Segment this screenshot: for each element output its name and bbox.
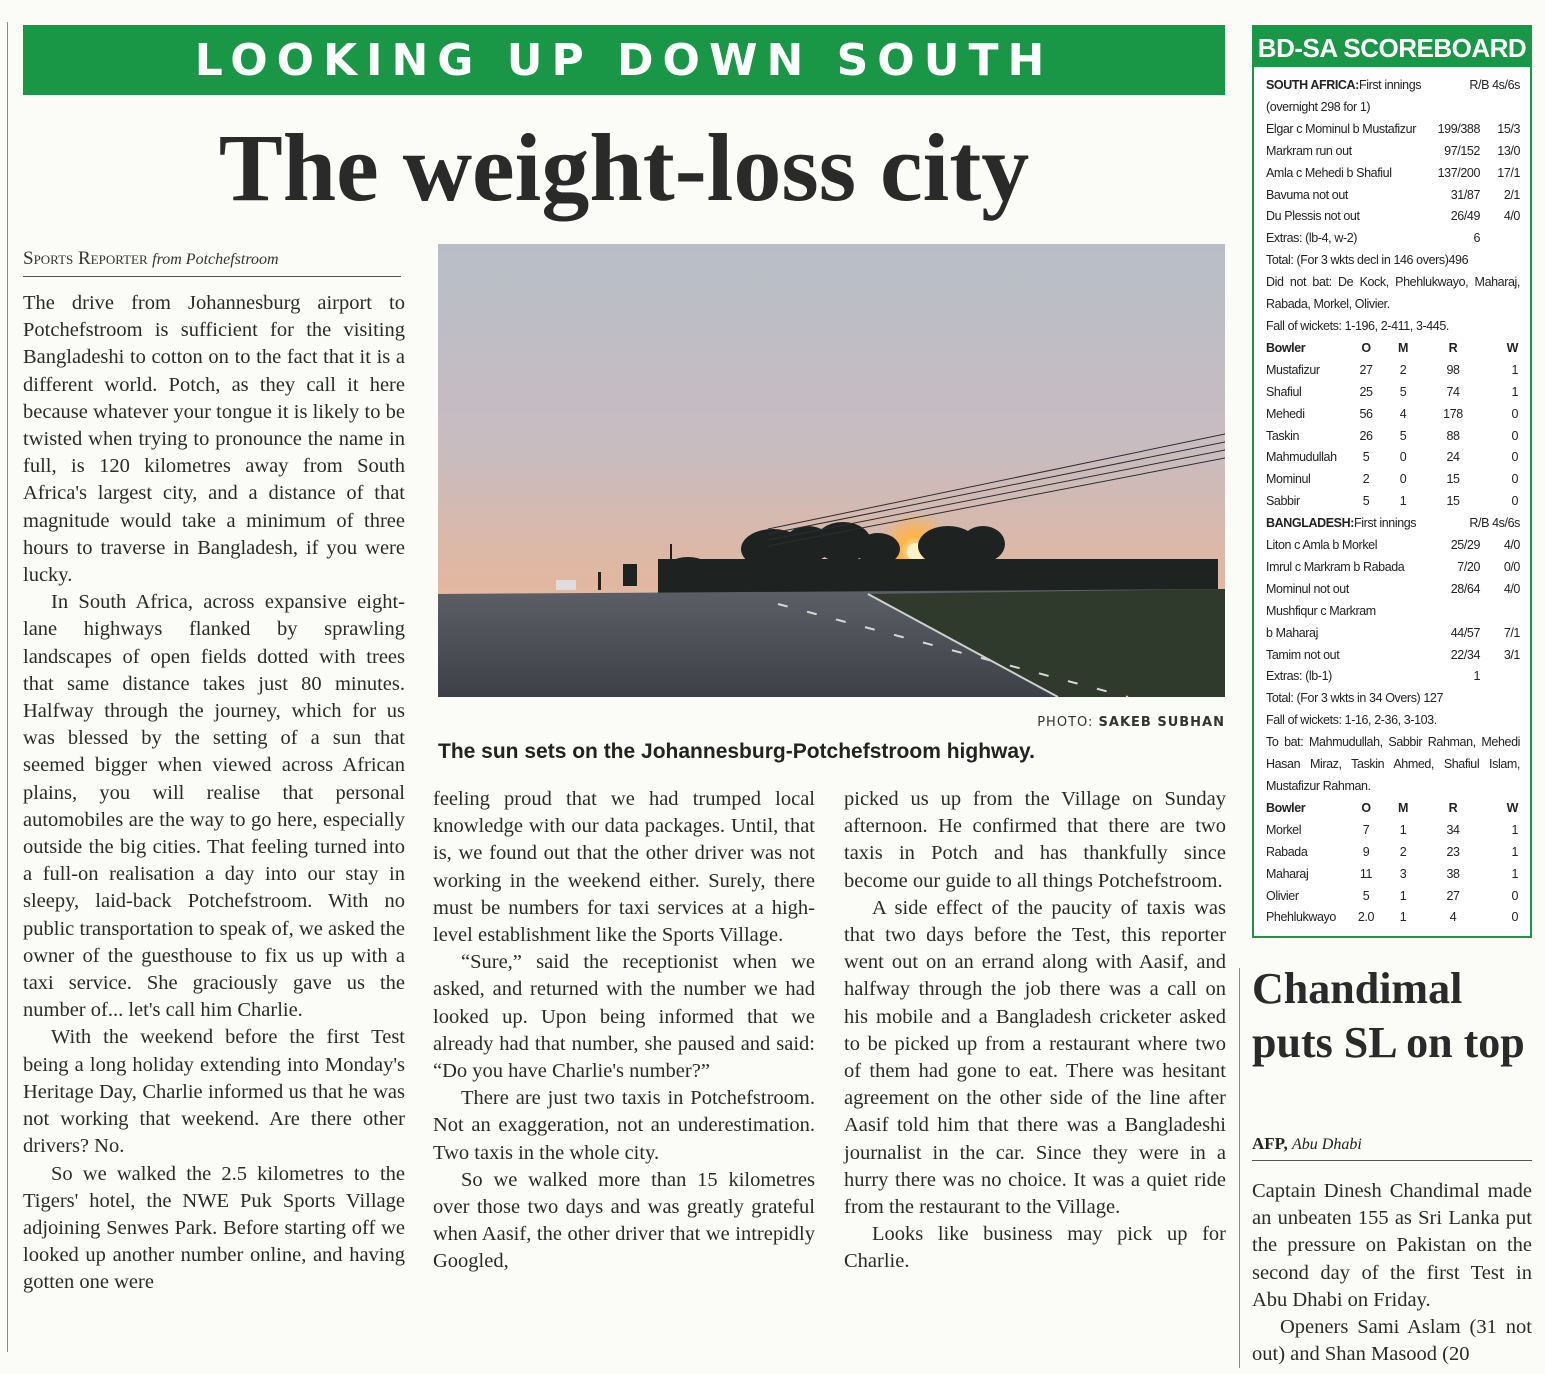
bd-total: Total: (For 3 wkts in 34 Overs) 127 bbox=[1266, 691, 1444, 706]
bd-bowling-list bbox=[1266, 360, 1520, 513]
wickets: 0 bbox=[1511, 472, 1518, 487]
runs: 88 bbox=[1446, 428, 1460, 443]
overs: 25 bbox=[1359, 384, 1373, 399]
batting-row bbox=[1266, 141, 1520, 163]
bd-innings-label: First innings bbox=[1353, 516, 1417, 531]
sa-innings-header bbox=[1266, 75, 1520, 97]
bd-to-bat: To bat: Mahmudullah, Sabbir Rahman, Mehedi Hasan Miraz, Taskin Ahmed, Shafiul Islam, Mustafizur Rahman. bbox=[1266, 735, 1520, 793]
batting-row bbox=[1266, 228, 1520, 250]
maidens: 1 bbox=[1399, 910, 1407, 925]
overs: 2.0 bbox=[1357, 910, 1375, 925]
bowler-name: Shafiul bbox=[1266, 384, 1302, 399]
runs: 34 bbox=[1446, 822, 1460, 837]
bowling-row bbox=[1266, 447, 1520, 469]
batter-name: Mominul not out bbox=[1266, 581, 1349, 596]
sa-fall-of-wickets: Fall of wickets: 1-196, 2-411, 3-445. bbox=[1266, 318, 1449, 333]
maidens: 1 bbox=[1399, 494, 1407, 509]
bowling-row bbox=[1266, 404, 1520, 426]
overs: 9 bbox=[1362, 844, 1370, 859]
runs: 38 bbox=[1446, 866, 1460, 881]
byline-reporter: Sports Reporter bbox=[23, 248, 148, 269]
scoreboard-title: BD-SA SCOREBOARD bbox=[1254, 27, 1530, 67]
sa-total: Total: (For 3 wkts decl in 146 overs)496 bbox=[1266, 253, 1469, 268]
bd-batting-list bbox=[1266, 535, 1520, 688]
bowling-row bbox=[1266, 864, 1520, 886]
maidens: 1 bbox=[1399, 822, 1407, 837]
batting-row bbox=[1266, 557, 1520, 579]
runs: 98 bbox=[1446, 362, 1460, 377]
batter-name: Imrul c Markram b Rabada bbox=[1266, 559, 1405, 574]
bowler-name: Phehlukwayo bbox=[1266, 910, 1336, 925]
runs: 24 bbox=[1446, 450, 1460, 465]
wickets: 0 bbox=[1511, 494, 1518, 509]
sidebar-agency: AFP, bbox=[1252, 1134, 1288, 1153]
boundaries: 7/1 bbox=[1503, 625, 1520, 640]
scoreboard-box bbox=[1252, 25, 1532, 938]
wickets: 1 bbox=[1511, 844, 1518, 859]
bd-team-label: BANGLADESH: bbox=[1266, 516, 1354, 531]
boundaries bbox=[1492, 601, 1520, 623]
paragraph: So we walked more than 15 kilometres over those two days and was greatly grateful when Aasif, the other driver that we intrepidly Googled, bbox=[433, 1168, 815, 1273]
bowler-name: Rabada bbox=[1266, 844, 1308, 859]
runs: 178 bbox=[1443, 406, 1463, 421]
maidens: 3 bbox=[1399, 866, 1407, 881]
sa-overnight: (overnight 298 for 1) bbox=[1266, 99, 1371, 114]
sidebar-body bbox=[1252, 1178, 1532, 1368]
bd-innings-header bbox=[1266, 513, 1520, 535]
paragraph: picked us up from the Village on Sunday afternoon. He confirmed that there are two taxis in Potch and has thankfully since become our guide to all things Potchefstroom. bbox=[844, 788, 1226, 892]
boundaries bbox=[1492, 228, 1520, 250]
wickets: 1 bbox=[1511, 866, 1518, 881]
sidebar-rule bbox=[1239, 968, 1240, 1368]
runs-balls: 7/20 bbox=[1457, 559, 1480, 574]
boundaries: 2/1 bbox=[1503, 187, 1520, 202]
maidens: 5 bbox=[1399, 428, 1407, 443]
paragraph: With the weekend before the first Test being a long holiday extending into Monday's Heritage Day, Charlie informed us that he was not working that weekend. Are there other drivers? No. bbox=[23, 1026, 405, 1158]
overs: 56 bbox=[1359, 406, 1373, 421]
runs-balls: 26/49 bbox=[1450, 209, 1480, 224]
bowler-name: Mahmudullah bbox=[1266, 450, 1337, 465]
sa-column-labels: R/B 4s/6s bbox=[1469, 78, 1520, 92]
runs: 23 bbox=[1446, 844, 1460, 859]
runs-balls: 199/388 bbox=[1437, 121, 1480, 136]
runs: 27 bbox=[1446, 888, 1460, 903]
maidens: 0 bbox=[1399, 450, 1407, 465]
overs: 7 bbox=[1362, 822, 1370, 837]
batter-name: Amla c Mehedi b Shafiul bbox=[1266, 165, 1392, 180]
bowling-row bbox=[1266, 360, 1520, 382]
wickets: 0 bbox=[1511, 406, 1518, 421]
byline-location: from Potchefstroom bbox=[152, 251, 279, 268]
article-column-1 bbox=[23, 290, 405, 1297]
batting-row bbox=[1266, 163, 1520, 185]
batter-name: Bavuma not out bbox=[1266, 187, 1348, 202]
runs: 15 bbox=[1446, 472, 1460, 487]
paragraph: “Sure,” said the receptionist when we asked, and returned with the number we had looked up. Upon being informed that we already had that number, she paused and said: “Do you have Charlie's number?” bbox=[433, 951, 815, 1083]
sa-batting-list bbox=[1266, 119, 1520, 250]
batting-row bbox=[1266, 185, 1520, 207]
bowler-name: Morkel bbox=[1266, 822, 1302, 837]
boundaries: 15/3 bbox=[1497, 121, 1520, 136]
runs-balls: 6 bbox=[1473, 231, 1480, 246]
page-margin-rule bbox=[7, 22, 8, 1352]
batter-name: Extras: (lb-1) bbox=[1266, 669, 1332, 684]
overs: 11 bbox=[1359, 866, 1373, 881]
paragraph: So we walked the 2.5 kilometres to the Tigers' hotel, the NWE Puk Sports Village adjoining Senwes Park. Before starting off we looked up another number online, and having gotten one were bbox=[23, 1162, 405, 1294]
photo-caption: The sun sets on the Johannesburg-Potchefstroom highway. bbox=[438, 740, 1036, 763]
scoreboard-body bbox=[1254, 67, 1530, 929]
article-column-2 bbox=[433, 786, 815, 1276]
runs: 4 bbox=[1449, 910, 1457, 925]
paragraph: Openers Sami Aslam (31 not out) and Shan Masood (20 bbox=[1252, 1316, 1532, 1366]
paragraph: A side effect of the paucity of taxis was that two days before the Test, this reporter went out on an errand along with Aasif, and halfway through the job there was a call on his mobile and a Bangladesh cricketer asked to be picked up from a restaurant where two of them had gone to eat. There was hesitant agreement on the other side of the line after Aasif told him that there was a Bangladeshi journalist in the car. Since they were in a hurry there was no choice. It was a quiet ride from the restaurant to the Village. bbox=[844, 896, 1226, 1219]
bowler-name: Mustafizur bbox=[1266, 362, 1320, 377]
sidebar-byline bbox=[1252, 1134, 1532, 1161]
photo-credit bbox=[438, 715, 1225, 730]
boundaries: 3/1 bbox=[1503, 647, 1520, 662]
batter-name: b Maharaj bbox=[1266, 625, 1318, 640]
batter-name: Markram run out bbox=[1266, 143, 1352, 158]
maidens: 4 bbox=[1399, 406, 1407, 421]
paragraph: There are just two taxis in Potchefstroom. Not an exaggeration, not an underestimation. Two taxis in the whole city. bbox=[433, 1087, 815, 1164]
highway-sunset-photo bbox=[438, 244, 1225, 697]
runs: 74 bbox=[1446, 384, 1460, 399]
overs: 5 bbox=[1362, 494, 1370, 509]
runs-balls: 137/200 bbox=[1437, 165, 1480, 180]
wickets: 0 bbox=[1511, 450, 1518, 465]
runs-balls: 25/29 bbox=[1450, 538, 1480, 553]
photo-credit-name: SAKEB SUBHAN bbox=[1098, 715, 1225, 730]
bowler-name: Olivier bbox=[1266, 888, 1299, 903]
runs-balls: 22/34 bbox=[1450, 647, 1480, 662]
wickets: 1 bbox=[1511, 822, 1518, 837]
bowling-row bbox=[1266, 469, 1520, 491]
bowling-row bbox=[1266, 426, 1520, 448]
bowler-name: Taskin bbox=[1266, 428, 1300, 443]
bowling-row bbox=[1266, 382, 1520, 404]
batting-row bbox=[1266, 579, 1520, 601]
runs-balls: 1 bbox=[1473, 669, 1480, 684]
wickets: 0 bbox=[1511, 428, 1518, 443]
bd-column-labels: R/B 4s/6s bbox=[1469, 516, 1520, 531]
paragraph: Looks like business may pick up for Charlie. bbox=[844, 1223, 1226, 1273]
overs: 5 bbox=[1362, 888, 1370, 903]
batting-row bbox=[1266, 119, 1520, 141]
bd-bowling-header: Bowler O M R W bbox=[1266, 340, 1518, 355]
bowling-row bbox=[1266, 491, 1520, 513]
sidebar-headline: Chandimal puts SL on top bbox=[1252, 964, 1525, 1067]
wickets: 0 bbox=[1511, 888, 1518, 903]
runs-balls: 28/64 bbox=[1450, 581, 1480, 596]
wickets: 0 bbox=[1511, 910, 1518, 925]
maidens: 2 bbox=[1399, 844, 1407, 859]
boundaries: 4/0 bbox=[1503, 581, 1520, 596]
article-headline: The weight-loss city bbox=[218, 114, 1030, 221]
maidens: 5 bbox=[1399, 384, 1407, 399]
paragraph: The drive from Johannesburg airport to Potchefstroom is sufficient for the visiting Bangladeshi to cotton on to the fact that it is a different world. Potch, as they call it here because whatever your tongue it is likely to be twisted when trying to pronounce the name in full, is 120 kilometres away from South Africa's largest city, and a distance of that magnitude would take a minimum of three hours to traverse in Bangladesh, if you were lucky. bbox=[23, 292, 405, 587]
overs: 2 bbox=[1362, 472, 1370, 487]
boundaries: 0/0 bbox=[1503, 559, 1520, 574]
bowling-row bbox=[1266, 886, 1520, 908]
boundaries: 17/1 bbox=[1497, 165, 1520, 180]
overs: 5 bbox=[1362, 450, 1370, 465]
boundaries: 4/0 bbox=[1503, 209, 1520, 224]
batting-row bbox=[1266, 601, 1520, 623]
batting-row bbox=[1266, 666, 1520, 688]
boundaries: 4/0 bbox=[1503, 538, 1520, 553]
paragraph: feeling proud that we had trumped local knowledge with our data packages. Until, that is, we found out that the other driver was not working in the weekend either. Surely, there must be numbers for taxi services at a high-level establishment like the Sports Village. bbox=[433, 788, 815, 947]
batting-row bbox=[1266, 645, 1520, 667]
sa-innings-label: First innings bbox=[1358, 78, 1422, 92]
sidebar-location: Abu Dhabi bbox=[1292, 1136, 1362, 1153]
boundaries: 13/0 bbox=[1497, 143, 1520, 158]
paragraph: In South Africa, across expansive eight-lane highways flanked by sprawling landscapes of open fields dotted with trees that same distance takes just 80 minutes. Halfway through the journey, which for us was blessed by the setting of a sun that seemed bigger when viewed across African plains, you will realise that personal automobiles are the way to go here, especially outside the big cities. That feeling turned into a full-on realisation a day into our stay in sleepy, laid-back Potchefstroom. With no public transportation to speak of, we asked the owner of the guesthouse to fix us up with a taxi service. She graciously gave us the number of... let's call him Charlie. bbox=[23, 591, 405, 1022]
sa-did-not-bat: Did not bat: De Kock, Phehlukwayo, Maharaj, Rabada, Morkel, Olivier. bbox=[1266, 275, 1520, 312]
maidens: 2 bbox=[1399, 362, 1407, 377]
runs-balls: 97/152 bbox=[1444, 143, 1480, 158]
photo-credit-label: PHOTO: bbox=[1037, 715, 1094, 730]
batting-row bbox=[1266, 623, 1520, 645]
article-byline bbox=[23, 248, 401, 277]
runs: 15 bbox=[1446, 494, 1460, 509]
bowler-name: Sabbir bbox=[1266, 494, 1300, 509]
batter-name: Extras: (lb-4, w-2) bbox=[1266, 231, 1358, 246]
batter-name: Mushfiqur c Markram bbox=[1266, 603, 1376, 618]
bowling-row bbox=[1266, 907, 1520, 929]
runs-balls bbox=[1428, 601, 1480, 623]
batter-name: Liton c Amla b Morkel bbox=[1266, 538, 1378, 553]
batting-row bbox=[1266, 535, 1520, 557]
wickets: 1 bbox=[1511, 362, 1518, 377]
sunset-illustration bbox=[438, 244, 1225, 697]
batter-name: Du Plessis not out bbox=[1266, 209, 1360, 224]
bowler-name: Maharaj bbox=[1266, 866, 1309, 881]
bd-fall-of-wickets: Fall of wickets: 1-16, 2-36, 3-103. bbox=[1266, 713, 1437, 728]
overs: 27 bbox=[1359, 362, 1373, 377]
bowling-row bbox=[1266, 820, 1520, 842]
bowler-name: Mominul bbox=[1266, 472, 1311, 487]
sa-bowling-header: Bowler O M R W bbox=[1266, 800, 1518, 815]
section-banner: LOOKING UP DOWN SOUTH bbox=[23, 25, 1225, 95]
bowling-row bbox=[1266, 842, 1520, 864]
bowler-name: Mehedi bbox=[1266, 406, 1305, 421]
runs-balls: 44/57 bbox=[1450, 625, 1480, 640]
boundaries bbox=[1492, 666, 1520, 688]
overs: 26 bbox=[1359, 428, 1373, 443]
batter-name: Elgar c Mominul b Mustafizur bbox=[1266, 121, 1416, 136]
maidens: 0 bbox=[1399, 472, 1407, 487]
article-column-3 bbox=[844, 786, 1226, 1276]
batter-name: Tamim not out bbox=[1266, 647, 1340, 662]
paragraph: Captain Dinesh Chandimal made an unbeaten 155 as Sri Lanka put the pressure on Pakistan on the second day of the first Test in Abu Dhabi on Friday. bbox=[1252, 1180, 1532, 1311]
wickets: 1 bbox=[1511, 384, 1518, 399]
sa-bowling-list bbox=[1266, 820, 1520, 930]
sa-team-label: SOUTH AFRICA: bbox=[1266, 78, 1359, 92]
maidens: 1 bbox=[1399, 888, 1407, 903]
batting-row bbox=[1266, 206, 1520, 228]
runs-balls: 31/87 bbox=[1450, 187, 1480, 202]
